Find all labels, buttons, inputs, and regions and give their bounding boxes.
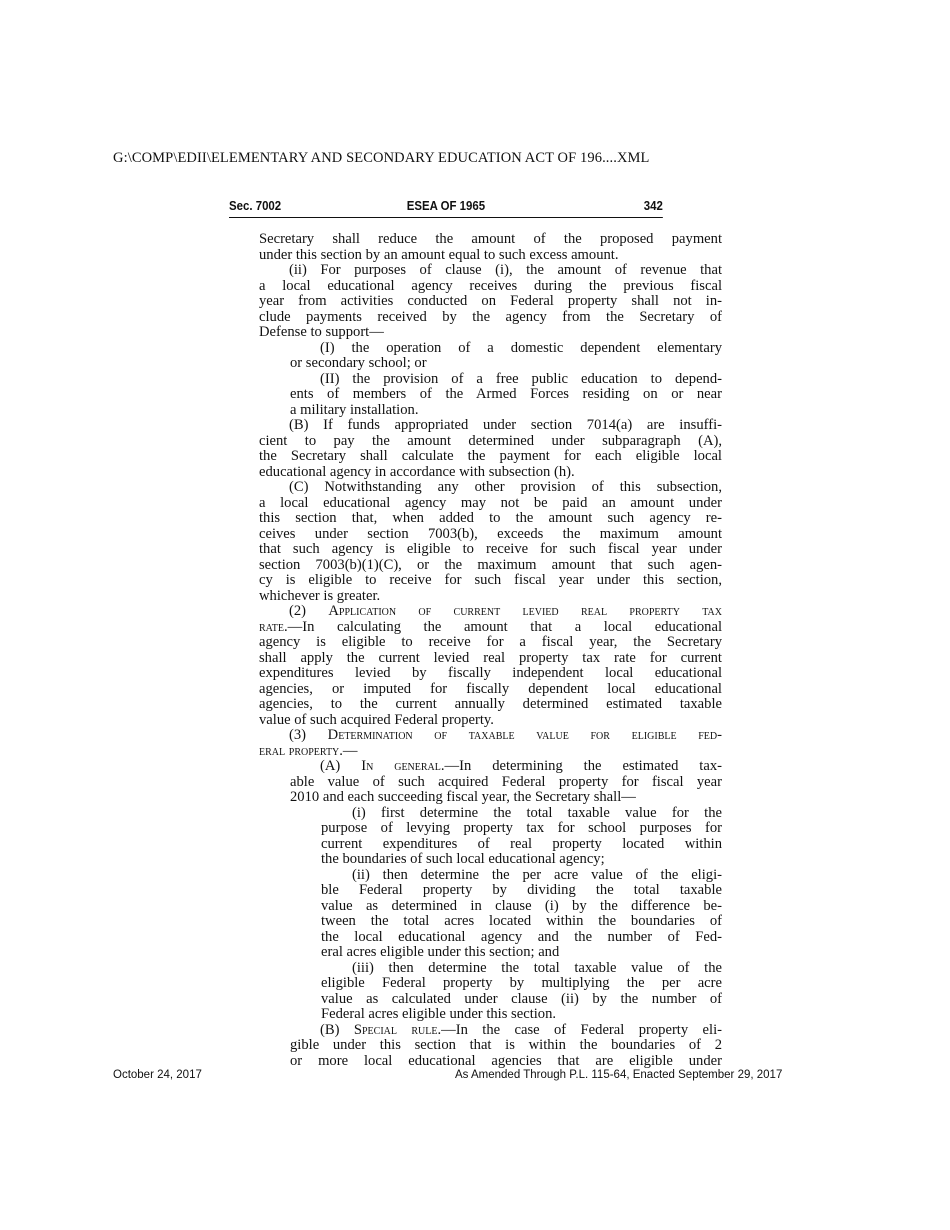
text-line: a local educational agency receives during the previous fiscal (259, 277, 722, 294)
section-number: Sec. 7002 (229, 198, 282, 213)
text-line (259, 744, 722, 760)
text-line (259, 759, 722, 775)
text-line: cient to pay the amount determined under subparagraph (A), (259, 432, 722, 449)
file-path: G:\COMP\EDII\ELEMENTARY AND SECONDARY EDUCATION ACT OF 196....XML (113, 150, 650, 166)
text-line: Federal acres eligible under this section. (321, 1006, 557, 1022)
paragraph-heading: Determination of taxable value for eligible fed- (327, 727, 722, 743)
text-line: the Secretary shall calculate the payment for each eligible local (259, 448, 722, 464)
text-line: the boundaries of such local educational agency; (321, 851, 605, 867)
text-line: shall apply the current levied real property tax rate for current (259, 649, 722, 666)
text-line (259, 1023, 722, 1039)
statute-body (259, 232, 722, 1069)
text-line: gible under this section that is within the boundaries of 2 (290, 1037, 722, 1053)
text-line: agency is eligible to receive for a fiscal year, the Secretary (259, 634, 722, 650)
text-line: ceives under section 7003(b), exceeds the maximum amount (259, 525, 722, 542)
paragraph-heading: Special rule (353, 1021, 438, 1038)
text-line (259, 604, 722, 620)
text-line (259, 620, 722, 636)
text-line: 2010 and each succeeding fiscal year, the Secretary shall— (290, 789, 636, 805)
text-run: .— (339, 742, 358, 759)
text-line: cy is eligible to receive for such fiscal year under this section, (259, 572, 722, 588)
paragraph-number: (A) (320, 758, 362, 774)
paragraph-heading: In general (361, 758, 441, 774)
text-line: a local educational agency may not be paid an amount under (259, 494, 722, 511)
text-line: able value of such acquired Federal property for fiscal year (290, 773, 722, 790)
text-line: this section that, when added to the amount such agency re- (259, 510, 722, 526)
text-run: .—In the case of Federal property eli- (437, 1021, 722, 1038)
text-line: (i) first determine the total taxable value for the (352, 804, 722, 821)
paragraph-number: (2) (289, 603, 329, 619)
text-line: value of such acquired Federal property. (259, 711, 494, 728)
text-line: Defense to support— (259, 324, 384, 340)
text-line: value as calculated under clause (ii) by the number of (321, 990, 722, 1007)
text-line: (B) If funds appropriated under section 7014(a) are insuffi- (289, 417, 722, 433)
text-line: expenditures levied by fiscally independent local educational (259, 665, 722, 681)
paragraph-heading: Application of current levied real property tax (328, 603, 722, 619)
text-line: ble Federal property by dividing the total taxable (321, 882, 722, 898)
text-line: (C) Notwithstanding any other provision of this subsection, (289, 479, 722, 495)
text-line: tween the total acres located within the boundaries of (321, 913, 722, 929)
text-line: (I) the operation of a domestic dependent elementary (320, 339, 722, 356)
running-head (229, 197, 663, 218)
text-line: the local educational agency and the number of Fed- (321, 928, 722, 945)
text-line: (iii) then determine the total taxable value of the (352, 959, 722, 976)
text-line: educational agency in accordance with subsection (h). (259, 463, 575, 480)
paragraph-heading: rate (259, 618, 284, 635)
text-line: or more local educational agencies that are eligible under (290, 1052, 722, 1069)
text-line: year from activities conducted on Federal property shall not in- (259, 293, 722, 309)
text-line: (ii) then determine the per acre value of the eligi- (352, 866, 722, 883)
text-line: whichever is greater. (259, 587, 381, 604)
text-line: agencies, to the current annually determined estimated taxable (259, 696, 722, 712)
footer-amendment-note: As Amended Through P.L. 115-64, Enacted September 29, 2017 (455, 1069, 783, 1081)
paragraph-number: (3) (289, 727, 328, 743)
text-run: .—In determining the estimated tax- (440, 758, 722, 774)
text-line: Secretary shall reduce the amount of the proposed payment (259, 231, 722, 247)
text-line (259, 728, 722, 744)
text-line: ents of members of the Armed Forces residing on or near (290, 386, 722, 402)
text-line: (II) the provision of a free public education to depend- (320, 370, 722, 387)
text-line: value as determined in clause (i) by the difference be- (321, 897, 722, 914)
text-line: that such agency is eligible to receive for such fiscal year under (259, 541, 722, 557)
text-line: or secondary school; or (290, 355, 427, 371)
text-line: agencies, or imputed for fiscally dependent local educational (259, 680, 722, 697)
page-number: 342 (643, 198, 663, 213)
text-run: .—In calculating the amount that a local educational (284, 618, 722, 635)
text-line: under this section by an amount equal to such excess amount. (259, 246, 619, 263)
text-line: a military installation. (290, 401, 419, 418)
text-line: current expenditures of real property located within (321, 835, 722, 852)
act-title: ESEA OF 1965 (406, 198, 486, 213)
text-line: eligible Federal property by multiplying the per acre (321, 975, 722, 991)
text-line: section 7003(b)(1)(C), or the maximum amount that such agen- (259, 556, 722, 573)
footer-date: October 24, 2017 (113, 1069, 202, 1081)
paragraph-heading: eral property (259, 742, 340, 759)
paragraph-number: (B) (320, 1021, 354, 1038)
text-line: purpose of levying property tax for school purposes for (321, 820, 722, 836)
text-line: clude payments received by the agency from the Secretary of (259, 308, 722, 325)
text-line: eral acres eligible under this section; and (321, 944, 560, 960)
text-line: (ii) For purposes of clause (i), the amount of revenue that (289, 262, 722, 278)
